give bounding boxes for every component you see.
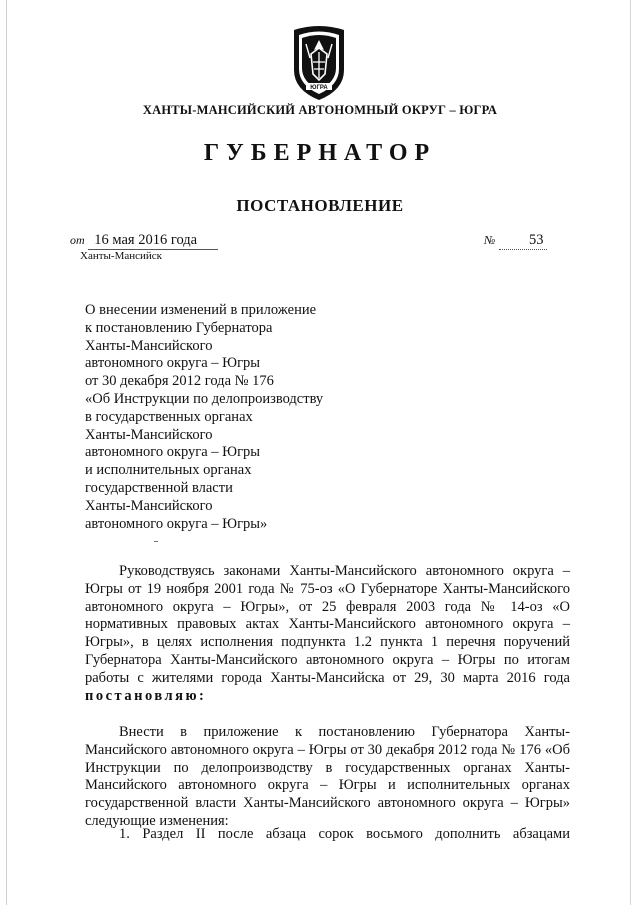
number-field xyxy=(484,232,547,250)
title-line: автономного округа – Югры xyxy=(85,444,261,461)
authority-title: ГУБЕРНАТОР xyxy=(203,140,437,166)
document-type: ПОСТАНОВЛЕНИЕ xyxy=(236,196,404,215)
decree-number: 53 xyxy=(499,232,548,250)
city-name: Ханты-Мансийск xyxy=(80,250,163,262)
title-line: к постановлению Губернатора xyxy=(85,319,273,336)
title-line: «Об Инструкции по делопроизводству xyxy=(85,390,324,407)
title-line: Ханты-Мансийского xyxy=(85,337,213,354)
title-line: автономного округа – Югры xyxy=(85,355,261,372)
date-field xyxy=(70,232,218,250)
date-prefix: от xyxy=(70,233,85,247)
scan-edge-right xyxy=(630,0,631,905)
separator-mark xyxy=(154,541,158,542)
title-line: от 30 декабря 2012 года № 176 xyxy=(85,373,274,390)
title-line: автономного округа – Югры» xyxy=(85,515,268,532)
title-line: Ханты-Мансийского xyxy=(85,497,213,514)
amendment-paragraph: Внести в приложение к постановлению Губернатора Ханты-Мансийского автономного округа – Югры от 30 декабря 2012 года № 176 «Об Инструкции по делопроизводству в государственных органах Ханты-Мансийского автономного округа – Югры и исполнительных органах государственной власти Ханты-Мансийского автономного округа – Югры» следующие изменения: xyxy=(85,724,570,829)
title-line: О внесении изменений в приложение xyxy=(85,302,317,318)
decree-title xyxy=(85,302,355,533)
item-one-paragraph: 1. Раздел II после абзаца сорок восьмого дополнить абзацами xyxy=(119,826,570,842)
preamble-text: Руководствуясь законами Ханты-Мансийского автономного округа – Югры от 19 ноября 2001 года № 75-оз «О Губернаторе Ханты-Мансийского автономного округа – Югры», от 25 февраля 2003 года № 14-оз «О нормативных правовых актах Ханты-Мансийского автономного округа – Югры», в целях исполнения подпункта 1.2 пункта 1 перечня поручений Губернатора Ханты-Мансийского автономного округа – Югры по итогам работы с жителями города Ханты-Мансийска от 29, 30 марта 2016 года xyxy=(85,563,570,686)
number-sign: № xyxy=(484,233,496,247)
coat-of-arms-icon xyxy=(284,24,354,104)
preamble-paragraph xyxy=(85,563,570,705)
decree-date: 16 мая 2016 года xyxy=(88,232,218,250)
scan-edge-left xyxy=(6,0,7,905)
region-name: ХАНТЫ-МАНСИЙСКИЙ АВТОНОМНЫЙ ОКРУГ – ЮГРА xyxy=(142,103,498,117)
title-line: Ханты-Мансийского xyxy=(85,426,213,443)
title-line: в государственных органах xyxy=(85,408,253,425)
emblem-caption: ЮГРА xyxy=(310,85,328,91)
resolution-word: постановляю: xyxy=(85,687,207,704)
title-line: государственной власти xyxy=(85,479,233,496)
title-line: и исполнительных органах xyxy=(85,462,252,479)
